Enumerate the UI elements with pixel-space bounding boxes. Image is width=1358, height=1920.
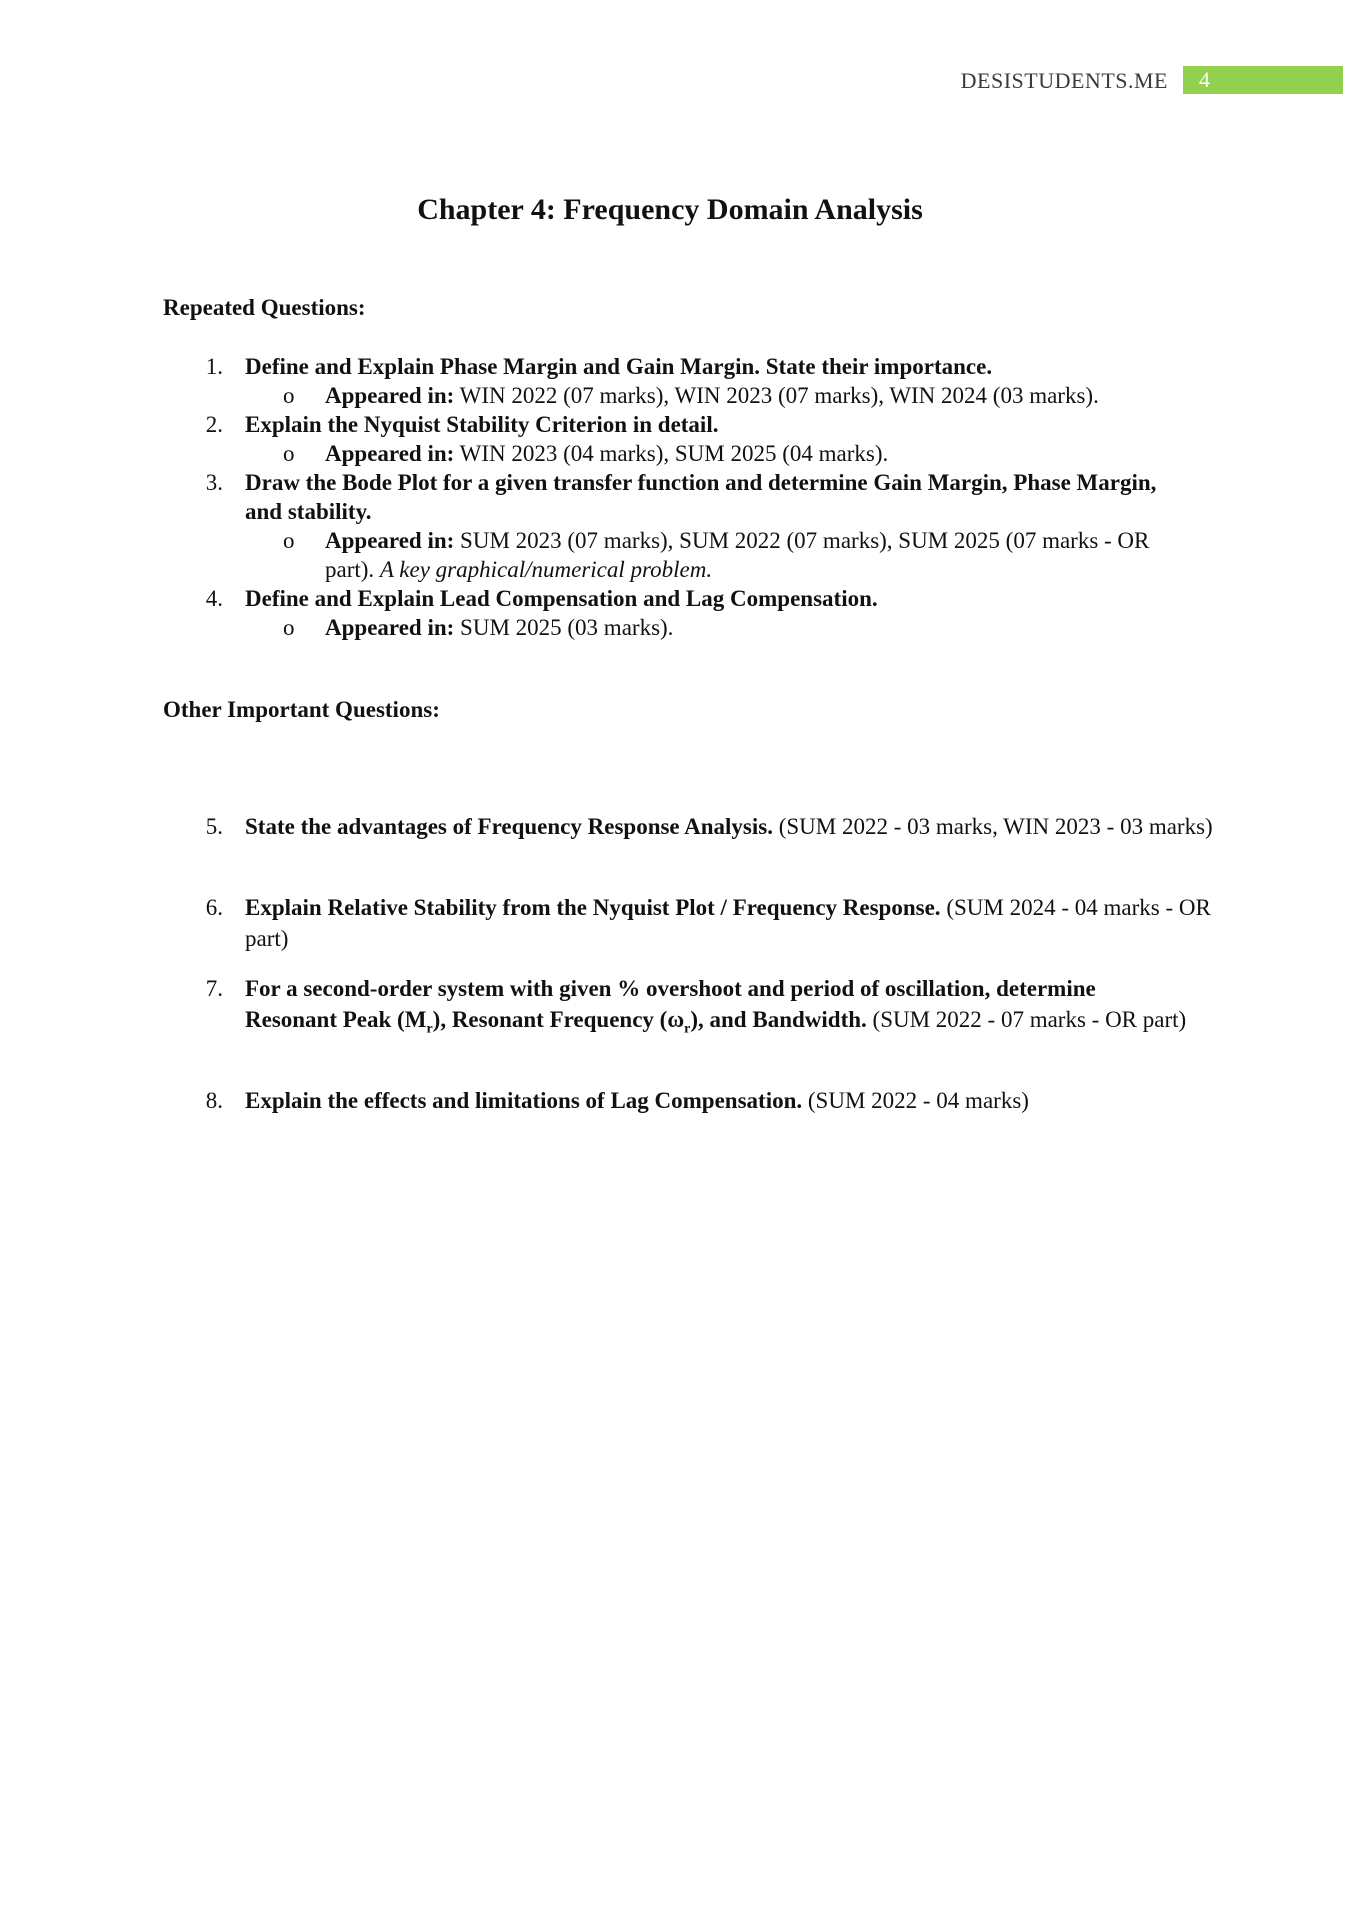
question-number: 5.	[205, 814, 223, 839]
bullet-icon: o	[283, 615, 295, 640]
page-header	[0, 66, 1358, 96]
appeared-value: SUM 2025 (03 marks).	[460, 615, 674, 640]
question-text: Explain the Nyquist Stability Criterion in detail.	[245, 412, 719, 437]
question-text: Explain Relative Stability from the Nyquist Plot / Frequency Response.	[245, 895, 941, 920]
question-marks: (SUM 2024 - 04 marks - OR part)	[245, 895, 1211, 951]
appeared-note: A key graphical/numerical problem.	[379, 557, 713, 582]
question-number: 3.	[205, 470, 223, 495]
site-name: DESISTUDENTS.ME	[960, 68, 1168, 93]
appeared-label: Appeared in:	[325, 383, 455, 408]
question-text: State the advantages of Frequency Response Analysis.	[245, 814, 773, 839]
question-number: 6.	[205, 895, 223, 920]
question-number: 4.	[205, 586, 223, 611]
question-number: 7.	[205, 976, 223, 1001]
page-number-badge	[1183, 66, 1343, 94]
appeared-label: Appeared in:	[325, 528, 455, 553]
bullet-icon: o	[283, 528, 295, 553]
question-number: 2.	[205, 412, 223, 437]
appeared-label: Appeared in:	[325, 615, 455, 640]
bullet-icon: o	[283, 383, 295, 408]
question-marks: (SUM 2022 - 04 marks)	[807, 1088, 1029, 1113]
question-number: 8.	[205, 1088, 223, 1113]
page-number: 4	[1199, 67, 1210, 92]
question-text: Explain the effects and limitations of Lag Compensation.	[245, 1088, 803, 1113]
appeared-value: WIN 2022 (07 marks), WIN 2023 (07 marks), WIN 2024 (03 marks).	[459, 383, 1099, 408]
question-number: 1.	[205, 354, 223, 379]
appeared-value: WIN 2023 (04 marks), SUM 2025 (04 marks).	[459, 441, 889, 466]
question-text: Draw the Bode Plot for a given transfer function and determine Gain Margin, Phase Margin, and stability.	[245, 470, 1157, 524]
appeared-value: SUM 2023 (07 marks), SUM 2022 (07 marks), SUM 2025 (07 marks - OR part).	[325, 528, 1150, 582]
question-text: For a second-order system with given % overshoot and period of oscillation, determine Resonant Peak $(M_r)$, Resonant Frequency $(\omega_r)$, and Bandwidth.	[245, 976, 1096, 1037]
question-text: Define and Explain Lead Compensation and Lag Compensation.	[245, 586, 878, 611]
chapter-title: Chapter 4: Frequency Domain Analysis	[417, 193, 923, 226]
other-questions-heading: Other Important Questions:	[163, 697, 440, 722]
question-text: Define and Explain Phase Margin and Gain Margin. State their importance.	[245, 354, 993, 379]
appeared-label: Appeared in:	[325, 441, 455, 466]
bullet-icon: o	[283, 441, 295, 466]
repeated-questions-heading: Repeated Questions:	[163, 295, 366, 320]
question-marks: (SUM 2022 - 03 marks, WIN 2023 - 03 marks)	[778, 814, 1213, 839]
question-marks: (SUM 2022 - 07 marks - OR part)	[872, 1007, 1187, 1032]
